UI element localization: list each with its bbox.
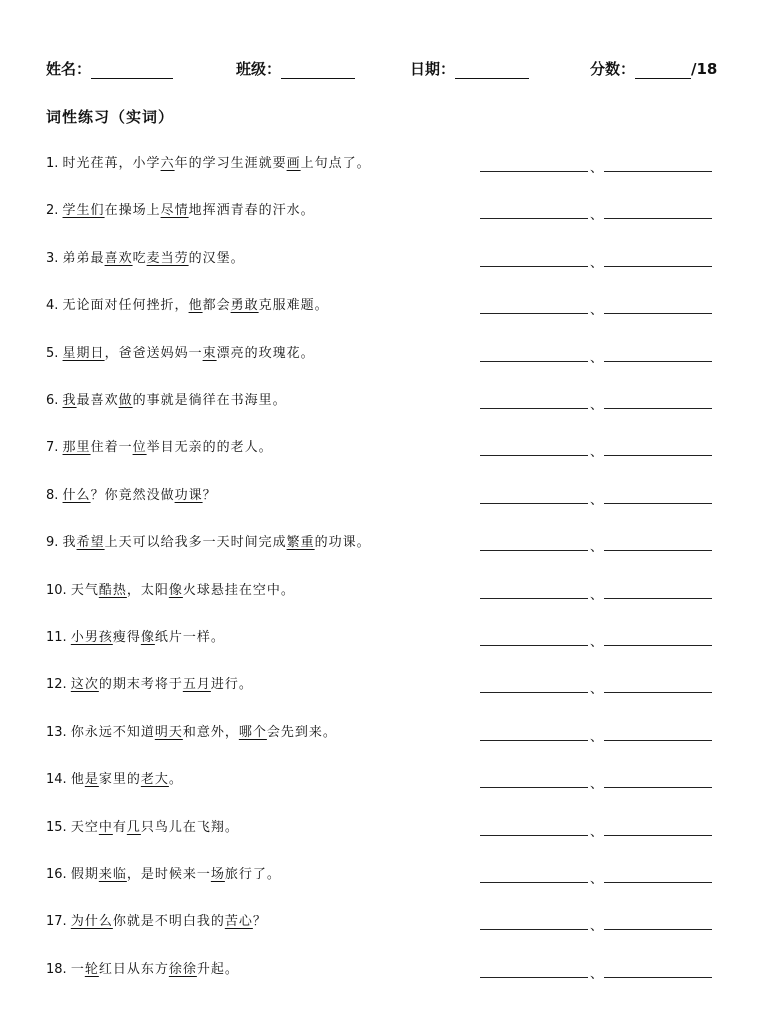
sentence-fragment: ？ xyxy=(202,487,217,503)
answer-separator: 、 xyxy=(590,777,604,793)
sentence-fragment: ？ xyxy=(252,914,267,930)
underlined-word: 学生们 xyxy=(62,203,105,219)
answer-area xyxy=(480,197,712,224)
question-sentence xyxy=(71,677,253,692)
underlined-word: 来临 xyxy=(98,867,127,882)
sentence-fragment: 红日从东方 xyxy=(98,961,169,977)
answer-area xyxy=(480,814,712,840)
answer-blank-2[interactable] xyxy=(604,740,712,741)
answer-separator: 、 xyxy=(590,398,604,413)
question-number: 10. xyxy=(46,582,71,598)
underlined-word: 小男孩 xyxy=(70,630,113,645)
question-text xyxy=(46,199,315,218)
answer-area xyxy=(480,482,712,508)
sentence-fragment: 天气 xyxy=(70,582,99,598)
answer-separator: 、 xyxy=(590,872,604,887)
question-text xyxy=(46,626,225,645)
answer-area xyxy=(480,719,712,745)
question-number: 1. xyxy=(46,156,63,171)
question-row xyxy=(46,482,726,506)
underlined-word: 束 xyxy=(202,345,217,361)
underlined-word: 徐徐 xyxy=(168,961,197,977)
sentence-fragment: 上句点了。 xyxy=(300,156,371,171)
sentence-fragment: 最喜欢 xyxy=(76,393,119,408)
sentence-fragment: 弟弟最 xyxy=(62,250,105,266)
sentence-fragment: 的事就是徜徉在书海里。 xyxy=(132,393,287,408)
sentence-fragment: 他 xyxy=(70,772,85,788)
answer-separator: 、 xyxy=(590,161,604,176)
answer-blank-2[interactable] xyxy=(604,692,712,693)
answer-blank-1[interactable] xyxy=(480,408,588,409)
question-text xyxy=(46,910,267,929)
date-blank[interactable] xyxy=(455,62,529,79)
question-text xyxy=(46,673,253,692)
score-label: 分数： xyxy=(590,60,636,78)
score-blank[interactable] xyxy=(635,62,691,79)
answer-blank-2[interactable] xyxy=(604,645,712,646)
question-row xyxy=(46,150,726,174)
score-field xyxy=(590,58,717,79)
name-field xyxy=(46,58,173,79)
question-number: 7. xyxy=(46,440,63,456)
answer-separator: 、 xyxy=(590,540,604,556)
answer-area xyxy=(480,150,712,176)
question-row xyxy=(46,624,726,648)
sentence-fragment: 我 xyxy=(62,535,77,551)
question-row xyxy=(46,529,726,556)
answer-blank-2[interactable] xyxy=(604,313,712,314)
answer-separator: 、 xyxy=(590,445,604,461)
class-blank[interactable] xyxy=(281,62,355,79)
answer-blank-1[interactable] xyxy=(480,598,588,599)
answer-blank-2[interactable] xyxy=(604,266,712,267)
worksheet-title: 词性练习（实词） xyxy=(46,108,175,126)
answer-separator: 、 xyxy=(590,635,604,650)
question-sentence xyxy=(63,488,217,503)
question-sentence xyxy=(63,393,287,408)
question-sentence xyxy=(63,203,315,218)
answer-blank-2[interactable] xyxy=(604,787,712,788)
question-text xyxy=(46,863,281,882)
sentence-fragment: 你就是不明白我的 xyxy=(112,914,225,930)
question-text xyxy=(46,579,295,598)
answer-blank-2[interactable] xyxy=(604,550,712,551)
answer-blank-2[interactable] xyxy=(604,503,712,504)
sentence-fragment: 住着一 xyxy=(90,440,133,456)
underlined-word: 六 xyxy=(160,156,175,171)
answer-blank-1[interactable] xyxy=(480,692,588,693)
question-number: 16. xyxy=(46,867,71,882)
question-number: 2. xyxy=(46,203,63,219)
underlined-word: 位 xyxy=(132,440,147,456)
answer-blank-1[interactable] xyxy=(480,740,588,741)
sentence-fragment: 纸片一样。 xyxy=(154,630,225,645)
name-label: 姓名： xyxy=(46,60,92,78)
question-row xyxy=(46,340,726,364)
sentence-fragment: 你永远不知道 xyxy=(70,724,155,740)
underlined-word: 像 xyxy=(168,582,183,598)
sentence-fragment: 和意外， xyxy=(182,724,239,740)
sentence-fragment: 天空 xyxy=(70,819,99,835)
underlined-word: 这次 xyxy=(70,677,99,693)
answer-separator: 、 xyxy=(590,255,604,271)
answer-separator: 、 xyxy=(590,919,604,935)
question-row xyxy=(46,577,726,601)
question-number: 14. xyxy=(46,772,71,788)
sentence-fragment: 一 xyxy=(70,961,85,977)
answer-blank-1[interactable] xyxy=(480,977,588,978)
question-row xyxy=(46,861,726,885)
answer-area xyxy=(480,245,712,271)
underlined-word: 是 xyxy=(84,772,99,788)
question-row xyxy=(46,908,726,935)
underlined-word: 他 xyxy=(188,298,203,314)
question-row xyxy=(46,766,726,793)
sentence-fragment: 有 xyxy=(112,819,127,835)
question-text xyxy=(46,531,371,550)
answer-area xyxy=(480,766,712,793)
answer-area xyxy=(480,529,712,556)
underlined-word: 像 xyxy=(140,630,155,645)
answer-blank-1[interactable] xyxy=(480,171,588,172)
answer-separator: 、 xyxy=(590,350,604,366)
question-row xyxy=(46,814,726,838)
answer-blank-1[interactable] xyxy=(480,503,588,504)
question-row xyxy=(46,434,726,461)
underlined-word: 苦心 xyxy=(224,914,253,930)
answer-blank-1[interactable] xyxy=(480,882,588,883)
question-sentence xyxy=(63,440,273,455)
score-total: /18 xyxy=(691,60,718,78)
question-text xyxy=(46,958,239,977)
question-row xyxy=(46,671,726,698)
underlined-word: 为什么 xyxy=(70,914,113,930)
sentence-fragment: ，爸爸送妈妈一 xyxy=(104,345,203,361)
underlined-word: 五月 xyxy=(182,677,211,693)
question-text xyxy=(46,484,217,503)
sentence-fragment: 都会 xyxy=(202,298,231,314)
question-row xyxy=(46,956,726,980)
underlined-word: 功课 xyxy=(174,487,203,503)
question-sentence xyxy=(63,298,329,313)
answer-blank-2[interactable] xyxy=(604,361,712,362)
answer-area xyxy=(480,861,712,887)
answer-separator: 、 xyxy=(590,824,604,840)
answer-blank-1[interactable] xyxy=(480,361,588,362)
sentence-fragment: 漂亮的玫瑰花。 xyxy=(216,345,315,361)
sentence-fragment: 上天可以给我多一天时间完成 xyxy=(104,535,287,551)
answer-blank-1[interactable] xyxy=(480,266,588,267)
worksheet-header xyxy=(46,58,726,80)
question-row xyxy=(46,387,726,411)
answer-area xyxy=(480,387,712,413)
sentence-fragment: ，是时候来一 xyxy=(126,867,211,882)
sentence-fragment: 无论面对任何挫折， xyxy=(62,298,189,314)
sentence-fragment: 。 xyxy=(168,772,183,788)
question-number: 8. xyxy=(46,487,63,503)
class-field xyxy=(236,58,355,79)
question-sentence xyxy=(63,251,245,266)
underlined-word: 麦当劳 xyxy=(146,250,189,266)
question-number: 9. xyxy=(46,535,63,551)
answer-separator: 、 xyxy=(590,303,604,319)
underlined-word: 哪个 xyxy=(238,724,267,740)
underlined-word: 明天 xyxy=(154,724,183,740)
sentence-fragment: 升起。 xyxy=(196,961,239,977)
question-text xyxy=(46,436,273,455)
underlined-word: 希望 xyxy=(76,535,105,551)
question-sentence xyxy=(71,867,281,882)
question-text xyxy=(46,247,245,266)
question-row xyxy=(46,197,726,224)
question-text xyxy=(46,342,315,361)
sentence-fragment: 假期 xyxy=(70,867,99,882)
question-text xyxy=(46,721,337,740)
answer-separator: 、 xyxy=(590,729,604,745)
answer-area xyxy=(480,292,712,319)
question-sentence xyxy=(63,156,371,171)
question-row xyxy=(46,719,726,743)
answer-separator: 、 xyxy=(590,208,604,224)
question-row xyxy=(46,245,726,269)
sentence-fragment: 火球悬挂在空中。 xyxy=(182,582,295,598)
date-field xyxy=(410,58,529,79)
answer-blank-2[interactable] xyxy=(604,929,712,930)
sentence-fragment: ？你竟然没做 xyxy=(90,487,175,503)
question-sentence xyxy=(71,820,239,835)
sentence-fragment: 旅行了。 xyxy=(224,867,281,882)
answer-blank-2[interactable] xyxy=(604,882,712,883)
question-number: 12. xyxy=(46,677,71,693)
question-number: 17. xyxy=(46,914,71,930)
underlined-word: 星期日 xyxy=(62,345,105,361)
question-text xyxy=(46,816,239,835)
question-sentence xyxy=(71,914,267,929)
sentence-fragment: 进行。 xyxy=(210,677,253,693)
sentence-fragment: 举目无亲的的老人。 xyxy=(146,440,273,456)
question-number: 4. xyxy=(46,298,63,314)
underlined-word: 做 xyxy=(118,393,133,408)
question-number: 5. xyxy=(46,345,63,361)
name-blank[interactable] xyxy=(91,62,173,79)
answer-blank-1[interactable] xyxy=(480,455,588,456)
underlined-word: 几 xyxy=(126,819,141,835)
answer-area xyxy=(480,624,712,650)
answer-separator: 、 xyxy=(590,966,604,982)
question-row xyxy=(46,292,726,319)
sentence-fragment: 吃 xyxy=(132,250,147,266)
sentence-fragment: 的期末考将于 xyxy=(98,677,183,693)
question-sentence xyxy=(71,630,225,645)
answer-blank-2[interactable] xyxy=(604,171,712,172)
question-text xyxy=(46,294,329,313)
underlined-word: 轮 xyxy=(84,961,99,977)
underlined-word: 中 xyxy=(98,819,113,835)
question-sentence xyxy=(71,962,239,977)
answer-area xyxy=(480,671,712,698)
question-sentence xyxy=(71,583,295,598)
question-number: 3. xyxy=(46,250,63,266)
class-label: 班级： xyxy=(236,60,282,78)
underlined-word: 那里 xyxy=(62,440,91,456)
underlined-word: 喜欢 xyxy=(104,250,133,266)
answer-blank-2[interactable] xyxy=(604,835,712,836)
sentence-fragment: 瘦得 xyxy=(112,630,141,645)
answer-separator: 、 xyxy=(590,492,604,508)
underlined-word: 繁重 xyxy=(286,535,315,551)
answer-blank-2[interactable] xyxy=(604,218,712,219)
answer-separator: 、 xyxy=(590,682,604,698)
question-text xyxy=(46,389,287,408)
question-sentence xyxy=(71,725,337,740)
question-number: 13. xyxy=(46,724,71,740)
answer-area xyxy=(480,956,712,982)
answer-area xyxy=(480,434,712,461)
answer-blank-2[interactable] xyxy=(604,455,712,456)
question-sentence xyxy=(71,772,183,787)
answer-blank-1[interactable] xyxy=(480,313,588,314)
question-text xyxy=(46,152,371,171)
sentence-fragment: ，太阳 xyxy=(126,582,169,598)
answer-blank-1[interactable] xyxy=(480,550,588,551)
underlined-word: 勇敢 xyxy=(230,298,259,314)
underlined-word: 老大 xyxy=(140,772,169,788)
answer-area xyxy=(480,577,712,603)
sentence-fragment: 的功课。 xyxy=(314,535,371,551)
underlined-word: 什么 xyxy=(62,487,91,503)
sentence-fragment: 克服难题。 xyxy=(258,298,329,314)
sentence-fragment: 的汉堡。 xyxy=(188,250,245,266)
question-number: 6. xyxy=(46,393,63,408)
underlined-word: 画 xyxy=(286,156,301,171)
answer-blank-1[interactable] xyxy=(480,218,588,219)
question-sentence xyxy=(63,346,315,361)
sentence-fragment: 时光荏苒，小学 xyxy=(62,156,161,171)
underlined-word: 场 xyxy=(210,867,225,882)
answer-blank-2[interactable] xyxy=(604,598,712,599)
sentence-fragment: 只鸟儿在飞翔。 xyxy=(140,819,239,835)
question-sentence xyxy=(63,535,371,550)
sentence-fragment: 会先到来。 xyxy=(266,724,337,740)
sentence-fragment: 年的学习生涯就要 xyxy=(174,156,287,171)
underlined-word: 我 xyxy=(62,393,77,408)
answer-blank-2[interactable] xyxy=(604,408,712,409)
answer-blank-1[interactable] xyxy=(480,645,588,646)
sentence-fragment: 在操场上 xyxy=(104,203,161,219)
answer-blank-1[interactable] xyxy=(480,929,588,930)
question-text xyxy=(46,768,183,787)
question-number: 18. xyxy=(46,961,71,977)
underlined-word: 尽情 xyxy=(160,203,189,219)
answer-area xyxy=(480,908,712,935)
answer-area xyxy=(480,340,712,366)
answer-blank-1[interactable] xyxy=(480,835,588,836)
date-label: 日期： xyxy=(410,60,456,78)
sentence-fragment: 地挥洒青春的汗水。 xyxy=(188,203,315,219)
answer-blank-2[interactable] xyxy=(604,977,712,978)
answer-separator: 、 xyxy=(590,587,604,603)
question-number: 11. xyxy=(46,630,71,645)
answer-blank-1[interactable] xyxy=(480,787,588,788)
question-number: 15. xyxy=(46,819,71,835)
sentence-fragment: 家里的 xyxy=(98,772,141,788)
underlined-word: 酷热 xyxy=(98,582,127,598)
